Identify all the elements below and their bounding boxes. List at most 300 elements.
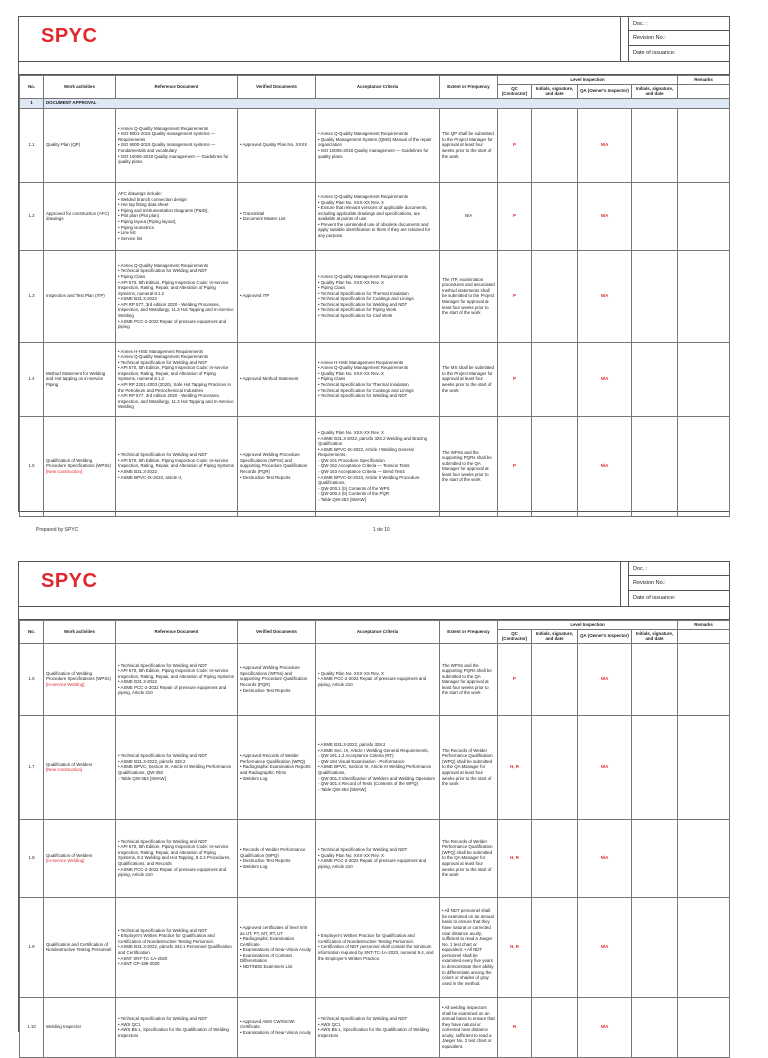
- list-item: • Annex Q-Quality Management Requirements: [118, 125, 209, 131]
- remarks: [678, 643, 730, 715]
- row-number-text: 1.4: [28, 376, 35, 382]
- qa-initials: [632, 416, 678, 516]
- extent-text: The MS shall be submitted to the Project Manager for approval at least four weeks prior to the start of the work: [442, 365, 494, 393]
- qc-initials: [532, 182, 578, 250]
- prepared-by: Prepared by SPYC: [36, 527, 79, 533]
- col-initials-qa: Initials, signature, and date: [632, 84, 678, 98]
- verified-docs: [238, 416, 316, 516]
- list-item: • Approved Method Statement: [240, 376, 299, 382]
- table-row: [20, 819, 730, 897]
- work-activity: [44, 997, 116, 1057]
- list-item: • Approved Welding Procedure Specifications (WPSs) and supporting Procedure Qualification Records (PQR): [240, 452, 308, 475]
- extent-frequency: [440, 819, 498, 897]
- acceptance-criteria: [316, 715, 440, 819]
- col-reference: Reference Document: [116, 76, 238, 99]
- list-item: ◦ QW-301.3 Identification of Welders and Welding Operators: [318, 775, 435, 781]
- activity-text: Welding Inspector: [46, 1024, 82, 1030]
- list-item: ◦ QW-301.4 Record of Tests (Contents of the WPQ): [318, 781, 418, 787]
- qc-initials: [532, 416, 578, 516]
- verified-docs: [238, 108, 316, 182]
- qc-level: [498, 643, 532, 715]
- list-item: • Technical Specification for Civil Work: [318, 313, 393, 319]
- list-item: • ASME PCC-2-2022 Repair of pressure equipment and piping, Article 210: [118, 866, 227, 878]
- qc-initials: [532, 897, 578, 997]
- remarks: [678, 182, 730, 250]
- itp-table: [19, 75, 730, 517]
- qa-code: N/A: [600, 376, 609, 382]
- remarks: [678, 997, 730, 1057]
- col-level: Level Inspection: [498, 76, 678, 85]
- list-item: • ASNT CP-189-2020: [118, 961, 160, 967]
- verified-docs: [238, 643, 316, 715]
- qc-level: [498, 342, 532, 416]
- work-activity: [44, 182, 116, 250]
- acceptance-criteria: [316, 643, 440, 715]
- list-item: • ASME BPVC, Section IX, Article III Welding Performance Qualifications, QW-350: [118, 764, 232, 776]
- list-item: • Annex H-HSE Management Requirements: [118, 348, 204, 354]
- list-item: ◦ QW-200.1 (b) Contents of the WPS: [318, 485, 390, 491]
- table-row: [20, 182, 730, 250]
- row-number: [20, 250, 44, 342]
- remarks: [678, 416, 730, 516]
- extent-text: The WPSs and the supporting PQRs shall be submitted to the QA Manager for approval at least four weeks prior to the start of the work: [442, 662, 492, 696]
- list-item: • Approved certificates of level II/III as UT, PT, MT, RT, UT: [240, 924, 308, 936]
- extent-text: The WPSs and the supporting PQRs shall be submitted to the QA Manager for approval at least four weeks prior to the start of the work: [442, 449, 492, 483]
- list-item: • Annex Q-Quality Management Requirements: [318, 273, 409, 279]
- extent-text: The Records of Welder Performance Qualification (WPQ) shall be submitted to the QA Manager for approval at least four weeks prior to the start of the work: [442, 747, 493, 787]
- activity-note: [In-service Welding]: [46, 858, 85, 864]
- qc-level: [498, 182, 532, 250]
- list-item: • Welders Log: [240, 863, 268, 869]
- list-item: • API RP 577, 3rd edition 2020 - Welding Processes, Inspection, and Metallurgy, 11.3 Hot Tapping and In-Service Welding: [118, 393, 234, 410]
- qa-initials: [632, 342, 678, 416]
- list-item: • ISO 10005-2018 Quality management — Guidelines for quality plans: [318, 148, 429, 159]
- qa-initials: [632, 643, 678, 715]
- qa-initials: [632, 250, 678, 342]
- extent-frequency: [440, 416, 498, 516]
- col-initials-qc: Initials, signature, and date: [532, 84, 578, 98]
- activity-text: Inspection and Test Plan (ITP): [46, 293, 105, 299]
- page-header: [19, 562, 729, 607]
- list-item: • Service list: [118, 235, 142, 241]
- list-item: • Technical Specification for Welding and NDT: [318, 393, 408, 399]
- list-item: • Annex Q-Quality Management Requirements: [318, 193, 409, 199]
- list-item: ◦ QW-101 Procedure Specification: [318, 457, 385, 463]
- page-2: [18, 561, 730, 1050]
- doc-meta-box: [628, 562, 729, 606]
- acceptance-criteria: [316, 108, 440, 182]
- list-item: • Annex H-HSE Management Requirements: [318, 359, 404, 365]
- qa-level: [578, 715, 632, 819]
- list-item: • Technical Specification for Welding and NDT: [118, 662, 208, 668]
- itp-table: [19, 620, 730, 1058]
- qc-code: P: [513, 213, 516, 219]
- list-item: • Examinations of Near-Vision Acuity: [240, 947, 312, 953]
- revision-label: Revision No.:: [629, 576, 729, 590]
- qc-initials: [532, 819, 578, 897]
- list-item: • Examinations of Contrast Differentiation: [240, 952, 292, 964]
- section-row: [20, 98, 730, 108]
- qa-level: [578, 819, 632, 897]
- list-item: ◦ QW-163 Acceptance Criteria — Bend Tests: [318, 469, 405, 475]
- list-item: • Prevent the unintended use of obsolete documents and apply suitable identification to them if they are retained for any purpose.: [318, 221, 431, 239]
- list-item: AFC drawings include:: [118, 191, 162, 197]
- row-number: [20, 416, 44, 516]
- list-item: • Annex Q-Quality Management Requirements: [118, 262, 209, 268]
- reference-docs: [116, 643, 238, 715]
- row-number: [20, 108, 44, 182]
- list-item: • Approved Records of Welder Performance Qualification (WPQ): [240, 753, 306, 764]
- qc-initials: [532, 250, 578, 342]
- qa-code: N/A: [600, 944, 609, 950]
- list-item: • Hot tap fitting data sheet: [118, 202, 169, 208]
- row-number-text: 1.8: [28, 855, 35, 861]
- row-number: [20, 715, 44, 819]
- extent-text: N/A: [464, 213, 473, 219]
- list-item: • Radiographic Examination Certificate: [240, 936, 295, 947]
- list-item: • Employer's Written Practice for Qualification and Certification of Nondestructive Testing Personnel.: [318, 933, 415, 944]
- acceptance-criteria: [316, 342, 440, 416]
- extent-frequency: [440, 250, 498, 342]
- list-item: • ASME PCC-2-2022 Repair of pressure equipment and piping, Article 210: [318, 858, 427, 869]
- extent-frequency: [440, 643, 498, 715]
- extent-text: • All welding inspectors shall be examined on an annual basis to ensure that they have natural or corrected near distance acuity, sufficient to read a Jaeger No. 2 test chart or equivalent.: [442, 1004, 495, 1050]
- list-item: • ASME B31.3-2022, párrafo 342.1 Personnel Qualification and Certification: [118, 944, 232, 956]
- qa-initials: [632, 819, 678, 897]
- activity-text: Qualification and Certification of Nondestructive Testing Personnel: [46, 941, 112, 953]
- issuance-date-label: Date of issuance:: [633, 49, 676, 56]
- issuance-date-label: Date of issuance:: [633, 594, 676, 601]
- qa-level: [578, 997, 632, 1057]
- qa-code: N/A: [600, 764, 609, 770]
- table-row: [20, 108, 730, 182]
- list-item: • ASME PCC-2-2022 Repair of pressure equipment and piping: [118, 318, 227, 330]
- work-activity: [44, 715, 116, 819]
- reference-docs: [116, 819, 238, 897]
- reference-docs: [116, 997, 238, 1057]
- work-activity: [44, 643, 116, 715]
- list-item: • Examinations of Near-Vision Acuity: [240, 1030, 312, 1036]
- reference-docs: [116, 108, 238, 182]
- row-number-text: 1.9: [28, 944, 35, 950]
- list-item: • ASME B31.3-2022: [118, 296, 157, 302]
- verified-docs: [238, 342, 316, 416]
- list-item: • Plot plan (Plot plan): [118, 213, 160, 219]
- verified-docs: [238, 715, 316, 819]
- col-no: No.: [20, 621, 44, 644]
- qc-code: P: [513, 293, 516, 299]
- qa-code: N/A: [600, 213, 609, 219]
- spyc-logo: SPYC: [41, 25, 98, 47]
- list-item: • AWS QC1: [318, 1021, 341, 1027]
- list-item: ◦ QW-191.1.2 Acceptance Criteria (RT): [318, 753, 394, 759]
- list-item: • API 570, 5th Edition, Piping Inspection Code: In-service Inspection, Rating, Repair, and Alteration of Piping Systems, numeral 8.1.2: [118, 279, 229, 296]
- extent-frequency: [440, 182, 498, 250]
- header-spacer: [19, 62, 729, 75]
- extent-frequency: [440, 997, 498, 1057]
- col-remarks: Remarks: [678, 621, 730, 630]
- remarks: [678, 715, 730, 819]
- list-item: • Technical Specification for Welding and NDT: [118, 753, 208, 759]
- qc-initials: [532, 997, 578, 1057]
- list-item: • Technical Specification for Thermal Insulation: [318, 382, 409, 388]
- list-item: • ASME BPVC, Section IX, Article III Welding Performance Qualifications,: [318, 764, 432, 776]
- qc-level: [498, 715, 532, 819]
- table-row: [20, 715, 730, 819]
- extent-text: The ITP, examination procedures and associated method statements shall be submitted to the Project Manager for approval at least four weeks prior to the start of the work: [442, 276, 495, 316]
- list-item: • Piping isometrics: [118, 224, 154, 230]
- qc-level: [498, 108, 532, 182]
- list-item: • Quality Plan No. XXX-XX Rev. X: [318, 199, 384, 205]
- list-item: • Technical Specification for Welding and NDT: [318, 1016, 408, 1022]
- spyc-logo: SPYC: [41, 570, 98, 592]
- list-item: • API 570, 5th Edition, Piping Inspection Code: In-service Inspection, Rating, Repair, and Alteration of Piping Systems, 8.2 Welding and Hot Tapping, 8.2.2 Procedures, Qualifications, and Records: [118, 844, 231, 867]
- list-item: • ASME Sec. IX, Article I Welding General Requirements,: [318, 747, 429, 753]
- list-item: ◦ Table QW-353 [SMAW]: [318, 786, 366, 792]
- list-item: • Quality Plan No. XXX-XX Rev. X: [318, 429, 384, 435]
- qa-level: [578, 897, 632, 997]
- list-item: • Piping Class: [118, 273, 146, 279]
- activity-text: Qualification of Welders: [46, 852, 93, 858]
- qa-level: [578, 643, 632, 715]
- qa-initials: [632, 897, 678, 997]
- row-number: [20, 819, 44, 897]
- work-activity: [44, 250, 116, 342]
- qa-initials: [632, 182, 678, 250]
- list-item: • Piping Class: [318, 285, 346, 291]
- qa-code: N/A: [600, 463, 609, 469]
- list-item: ◦ Table QW-353 [SMAW]: [118, 775, 166, 781]
- qc-initials: [532, 108, 578, 182]
- extent-frequency: [440, 108, 498, 182]
- doc-meta-box: [628, 17, 729, 61]
- col-acceptance: Acceptance Criteria: [316, 76, 440, 99]
- acceptance-criteria: [316, 897, 440, 997]
- list-item: • Annex Q-Quality Management Requirements: [118, 354, 209, 360]
- activity-note: [New construction]: [46, 767, 83, 773]
- qc-level: [498, 819, 532, 897]
- table-row: [20, 250, 730, 342]
- activity-note: [New construction]: [46, 469, 83, 475]
- verified-docs: [238, 997, 316, 1057]
- reference-docs: [116, 250, 238, 342]
- list-item: • ASME BPVC-IX-2023, Article II Welding Procedure Qualifications,: [318, 474, 420, 486]
- qc-level: [498, 997, 532, 1057]
- acceptance-criteria: [316, 250, 440, 342]
- qc-code: H, R: [510, 764, 519, 770]
- list-item: • ASME BPVC-IX-2023, article II,: [118, 474, 183, 480]
- col-qa: QA (Owner's Inspector): [578, 84, 632, 98]
- doc-label: Doc. :: [629, 562, 729, 576]
- qc-level: [498, 416, 532, 516]
- list-item: • Approved Welding Procedure Specifications (WPSs) and supporting Procedure Qualification Records (PQR): [240, 665, 308, 688]
- page-number: 1 de 10: [373, 527, 390, 533]
- list-item: • Technical Specification for Coatings and Linings: [318, 387, 414, 393]
- acceptance-criteria: [316, 819, 440, 897]
- list-item: • ASME B31.3-2022: [118, 679, 157, 685]
- row-number-text: 1.10: [27, 1024, 36, 1030]
- col-qc: QC (Contractor): [498, 629, 532, 643]
- qc-initials: [532, 715, 578, 819]
- list-item: ◦ QW-152 Acceptance Criteria — Tension Tests: [318, 463, 410, 469]
- list-item: • Technical Specification for Welding and NDT: [118, 452, 208, 458]
- verified-docs: [238, 819, 316, 897]
- work-activity: [44, 897, 116, 997]
- row-number-text: 1.6: [28, 676, 35, 682]
- page-1: [18, 16, 730, 512]
- table-row: [20, 997, 730, 1057]
- col-qc: QC (Contractor): [498, 84, 532, 98]
- list-item: • ASME B31.3-2022: [118, 469, 157, 475]
- list-item: • AWS QC1: [118, 1021, 141, 1027]
- list-item: • API RP 577, 3rd edition 2020 - Welding Processes, Inspection, and Metallurgy, 11.3 Hot Tapping and In-Service Welding: [118, 301, 234, 319]
- section-title: DOCUMENT APPROVAL: [44, 98, 730, 108]
- qc-level: [498, 897, 532, 997]
- col-activities: Work activities: [44, 76, 116, 99]
- doc-label: Doc. :: [629, 17, 729, 31]
- list-item: • Technical Specification for Coatings and Linings: [318, 296, 414, 302]
- verified-docs: [238, 182, 316, 250]
- qa-level: [578, 416, 632, 516]
- list-item: • Technical Specification for Welding and NDT: [318, 301, 408, 307]
- activity-text: Method Statement for Welding and Hot tapping on in-service Piping: [46, 370, 106, 388]
- remarks: [678, 897, 730, 997]
- list-item: • Piping layout (Piping layout),: [118, 219, 177, 225]
- list-item: • Technical Specification for Welding and NDT: [118, 838, 208, 844]
- row-number: [20, 342, 44, 416]
- qc-code: H, R: [510, 944, 519, 950]
- col-qa: QA (Owner's Inspector): [578, 629, 632, 643]
- list-item: ◦ Table QW-253 [SMAW]: [318, 497, 366, 503]
- list-item: • Quality Management System (QMS) Manual of the repair organization: [318, 136, 432, 148]
- list-item: • Piping Class: [318, 376, 346, 382]
- list-item: • Technical Specification for Welding and NDT: [118, 359, 208, 365]
- list-item: • ISO 9000-2015 Quality management systems — Fundamentals and vocabulary: [118, 142, 216, 154]
- list-item: • ISO 9001-2015 Quality management systems — Requirements: [118, 131, 216, 142]
- row-number-text: 1.2: [28, 213, 35, 219]
- list-item: • Quality Plan No. XXX-XX Rev. X: [318, 670, 384, 676]
- activity-text: Qualification of Welders: [46, 761, 93, 767]
- verified-docs: [238, 250, 316, 342]
- qc-code: P: [513, 463, 516, 469]
- reference-docs: [116, 342, 238, 416]
- extent-text: The Records of Welder Performance Qualification (WPQ) shall be submitted to the QA Manager for approval at least four weeks prior to the start of the work: [442, 838, 493, 878]
- table-row: [20, 416, 730, 516]
- list-item: • Radiographic Examination Reports and Radiographic Films: [240, 764, 311, 776]
- col-extent: Extent or Frequency: [440, 621, 498, 644]
- list-item: • ASME B31.3-2022, párrafo 328.2: [318, 742, 386, 748]
- qc-initials: [532, 643, 578, 715]
- acceptance-criteria: [316, 182, 440, 250]
- list-item: • ASME BPVC-IX-2023, Article I Welding General Requirements,: [318, 446, 414, 458]
- qa-level: [578, 182, 632, 250]
- page-header: [19, 17, 729, 62]
- activity-text: Qualification of Welding Procedure Specifications (WPSs): [46, 457, 111, 469]
- work-activity: [44, 819, 116, 897]
- col-verified: Verified Documents: [238, 76, 316, 99]
- list-item: • Welders Log: [240, 775, 268, 781]
- list-item: • Piping and Instrumentation Diagrams (P&ID),: [118, 207, 209, 213]
- col-no: No.: [20, 76, 44, 99]
- remarks: [678, 108, 730, 182]
- remarks: [678, 250, 730, 342]
- reference-docs: [116, 182, 238, 250]
- list-item: • Approved ITP: [240, 293, 270, 299]
- row-number-text: 1.3: [28, 293, 35, 299]
- list-item: • Records of Welder Performance Qualification (WPQ): [240, 847, 306, 858]
- verified-docs: [238, 897, 316, 997]
- list-item: • NDT/NDE Examiners List: [240, 964, 293, 970]
- list-item: • Document Master List: [240, 216, 286, 222]
- row-number-text: 1.1: [28, 142, 35, 148]
- list-item: • Annex Q-Quality Management Requirements: [318, 365, 409, 371]
- col-initials-qa: Initials, signature, and date: [632, 629, 678, 643]
- qa-code: N/A: [600, 676, 609, 682]
- list-item: • Approved AWS CWI/SCWI Certificate.: [240, 1018, 295, 1030]
- list-item: • Transmittal: [240, 210, 265, 216]
- qa-initials: [632, 108, 678, 182]
- extent-frequency: [440, 897, 498, 997]
- list-item: • Annex Q-Quality Management Requirements: [318, 131, 409, 137]
- row-number: [20, 997, 44, 1057]
- col-extent: Extent or Frequency: [440, 76, 498, 99]
- list-item: • ASME B31.3-2022, párrafo 328.2 Welding and Brazing Qualification: [318, 435, 428, 447]
- reference-docs: [116, 715, 238, 819]
- list-item: • ASME PCC-2-2022 Repair of pressure equipment and piping, Article 210: [318, 676, 427, 688]
- list-item: • API RP 2201-2003 (2020), Safe Hot Tapping Practices in the Petroleum and Petrochemical Industries: [118, 382, 231, 393]
- list-item: • Certification of NDT personnel shall contain the minimum information required by SNT-TC-1A-2020, numeral 9.4, and the Employer's Written Practice.: [318, 944, 434, 961]
- list-item: ◦ QW-194 Visual Examination - Performance: [318, 758, 405, 764]
- col-reference: Reference Document: [116, 621, 238, 644]
- qc-level: [498, 250, 532, 342]
- work-activity: [44, 416, 116, 516]
- list-item: • Technical Specification for Welding and NDT: [318, 847, 408, 853]
- qc-code: P: [513, 376, 516, 382]
- list-item: • ISO 10005-2018 Quality management — Guidelines for quality plans: [118, 153, 229, 165]
- list-item: • ASNT SNT-TC-1A-2020: [118, 955, 168, 961]
- reference-docs: [116, 897, 238, 997]
- activity-text: Quality Plan (QP): [46, 142, 81, 148]
- list-item: • Approved Quality Plan No. XXXX: [240, 142, 308, 148]
- col-initials-qc: Initials, signature, and date: [532, 629, 578, 643]
- acceptance-criteria: [316, 416, 440, 516]
- col-verified: Verified Documents: [238, 621, 316, 644]
- activity-text: Approved for construction (AFC) drawings: [46, 210, 109, 222]
- col-level: Level Inspection: [498, 621, 678, 630]
- qc-code: H, R: [510, 855, 519, 861]
- qa-code: N/A: [600, 1024, 609, 1030]
- work-activity: [44, 342, 116, 416]
- list-item: • API 570, 5th Edition, Piping Inspection Code: In-service Inspection, Rating, Repair, and Alteration of Piping Systems: [118, 457, 234, 469]
- list-item: • Technical Specification for Thermal Insulation: [318, 290, 409, 296]
- list-item: • API 570, 5th Edition, Piping Inspection Code: In-service Inspection, Rating, Repair, and Alteration of Piping Systems: [118, 668, 234, 679]
- qa-code: N/A: [600, 855, 609, 861]
- remarks: [678, 819, 730, 897]
- extent-frequency: [440, 715, 498, 819]
- qc-code: R: [512, 1024, 517, 1030]
- list-item: • Destructive Test Reports: [240, 474, 291, 480]
- list-item: • Destructive Test Reports: [240, 858, 291, 864]
- extent-text: The QP shall be submitted to the Project Manager for approval at least four weeks prior to the start of the work: [442, 131, 494, 159]
- list-item: • ASME PCC-2-2022 Repair of pressure equipment and piping, Article 210: [118, 684, 227, 696]
- list-item: • Technical Specification for Welding and NDT: [118, 268, 208, 274]
- reference-docs: [116, 416, 238, 516]
- qa-code: N/A: [600, 142, 609, 148]
- list-item: • Quality Plan No. XXX-XX Rev. X: [318, 852, 384, 858]
- qa-level: [578, 342, 632, 416]
- row-number: [20, 182, 44, 250]
- list-item: • ASME B31.3-2022, párrafo 328.2: [118, 758, 186, 764]
